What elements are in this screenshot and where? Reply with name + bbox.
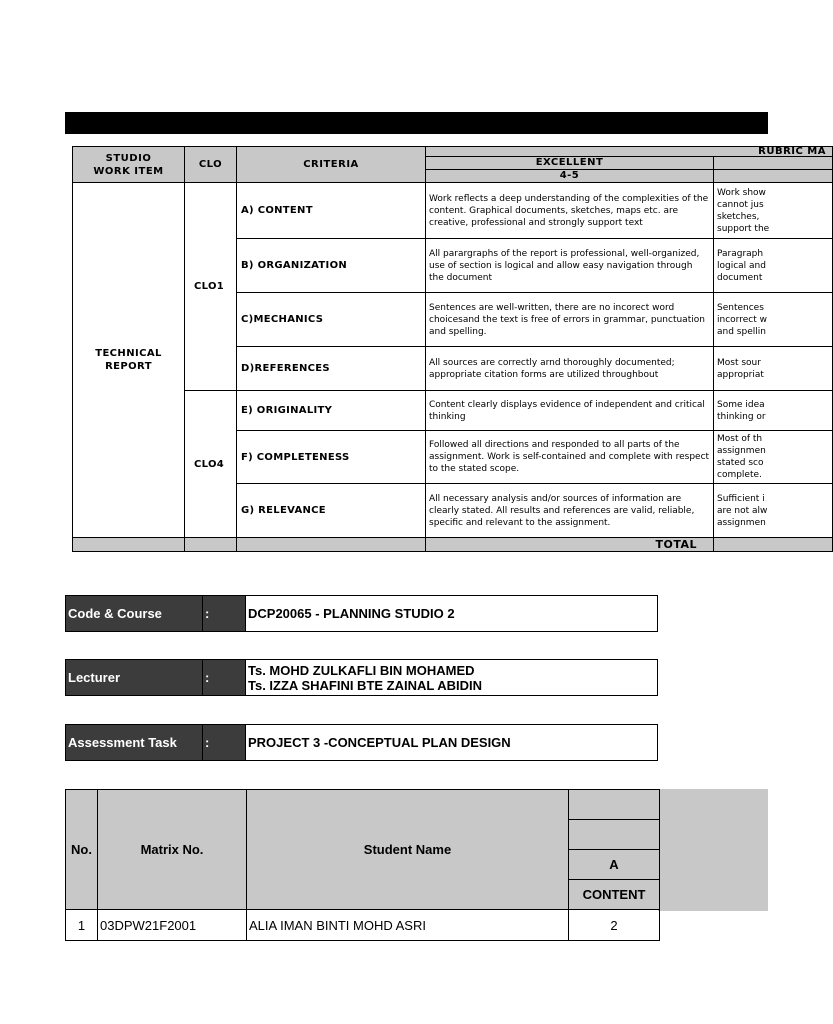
next-desc-mechanics: Sentences incorrect w and spellin [714, 293, 833, 347]
criteria-originality: E) ORIGINALITY [237, 391, 426, 431]
header-blank-cell [569, 820, 660, 850]
lecturer-label: Lecturer [66, 660, 203, 695]
header-criteria-letter: A [569, 850, 660, 880]
header-next-range [714, 170, 833, 183]
clo-group-4: CLO4 [185, 391, 237, 538]
excellent-desc-content: Work reflects a deep understanding of the complexities of the content. Graphical documents, sketches, maps etc. are creative, professional and strongly support text [426, 183, 714, 239]
header-next-level [714, 157, 833, 170]
colon: : [203, 725, 246, 760]
next-desc-relevance: Sufficient i are not alw assignmen [714, 484, 833, 538]
header-excellent: EXCELLENT [426, 157, 714, 170]
next-desc-organization: Paragraph logical and document [714, 239, 833, 293]
criteria-content: A) CONTENT [237, 183, 426, 239]
student-table [65, 789, 660, 941]
assessment-task-value: PROJECT 3 -CONCEPTUAL PLAN DESIGN [248, 735, 511, 750]
criteria-completeness: F) COMPLETENESS [237, 431, 426, 484]
lecturer-row [65, 659, 658, 696]
next-desc-completeness: Most of th assignmen stated sco complete. [714, 431, 833, 484]
header-rubric-label: RUBRIC MA [426, 147, 833, 157]
lecturer-name-1: Ts. MOHD ZULKAFLI BIN MOHAMED [248, 662, 475, 678]
total-row-cell [73, 538, 185, 552]
next-desc-originality: Some idea thinking or [714, 391, 833, 431]
header-matrix-no: Matrix No. [98, 790, 247, 910]
header-criteria-name: CONTENT [569, 880, 660, 910]
student-name: ALIA IMAN BINTI MOHD ASRI [247, 910, 569, 941]
total-row-cell [185, 538, 237, 552]
gray-header-extension [658, 789, 768, 911]
assessment-task-row [65, 724, 658, 761]
excellent-desc-completeness: Followed all directions and responded to all parts of the assignment. Work is self-contained and complete with respect to the stated scope. [426, 431, 714, 484]
header-studio-work-item: STUDIO WORK ITEM [73, 147, 185, 183]
student-no: 1 [66, 910, 98, 941]
header-blank-cell [569, 790, 660, 820]
excellent-desc-relevance: All necessary analysis and/or sources of information are clearly stated. All results and references are valid, reliable, specific and relevant to the assignment. [426, 484, 714, 538]
criteria-mechanics: C)MECHANICS [237, 293, 426, 347]
total-label: TOTAL [426, 538, 714, 552]
excellent-desc-originality: Content clearly displays evidence of independent and critical thinking [426, 391, 714, 431]
header-no: No. [66, 790, 98, 910]
work-item-label: TECHNICAL REPORT [73, 183, 185, 538]
total-row-cell [714, 538, 833, 552]
colon: : [203, 596, 246, 631]
header-student-name: Student Name [247, 790, 569, 910]
next-desc-content: Work show cannot jus sketches, support the [714, 183, 833, 239]
assessment-task-label: Assessment Task [66, 725, 203, 760]
code-course-label: Code & Course [66, 596, 203, 631]
lecturer-name-2: Ts. IZZA SHAFINI BTE ZAINAL ABIDIN [248, 677, 482, 693]
total-row-cell [237, 538, 426, 552]
header-criteria: CRITERIA [237, 147, 426, 183]
code-course-value: DCP20065 - PLANNING STUDIO 2 [248, 606, 455, 621]
table-row [66, 910, 660, 941]
rubric-table [72, 146, 826, 551]
criteria-references: D)REFERENCES [237, 347, 426, 391]
excellent-desc-references: All sources are correctly arnd thoroughly documented; appropriate citation forms are utilized throughbout [426, 347, 714, 391]
student-matrix-no: 03DPW21F2001 [98, 910, 247, 941]
criteria-organization: B) ORGANIZATION [237, 239, 426, 293]
header-black-bar [65, 112, 768, 134]
next-desc-references: Most sour appropriat [714, 347, 833, 391]
header-excellent-range: 4-5 [426, 170, 714, 183]
header-clo: CLO [185, 147, 237, 183]
criteria-relevance: G) RELEVANCE [237, 484, 426, 538]
colon: : [203, 660, 246, 695]
excellent-desc-mechanics: Sentences are well-written, there are no incorect word choicesand the text is free of errors in grammar, punctuation and spelling. [426, 293, 714, 347]
code-course-row [65, 595, 658, 632]
student-score-content: 2 [569, 910, 660, 941]
excellent-desc-organization: All parargraphs of the report is professional, well-organized, use of section is logical and allow easy navigation through the document [426, 239, 714, 293]
clo-group-1: CLO1 [185, 183, 237, 391]
